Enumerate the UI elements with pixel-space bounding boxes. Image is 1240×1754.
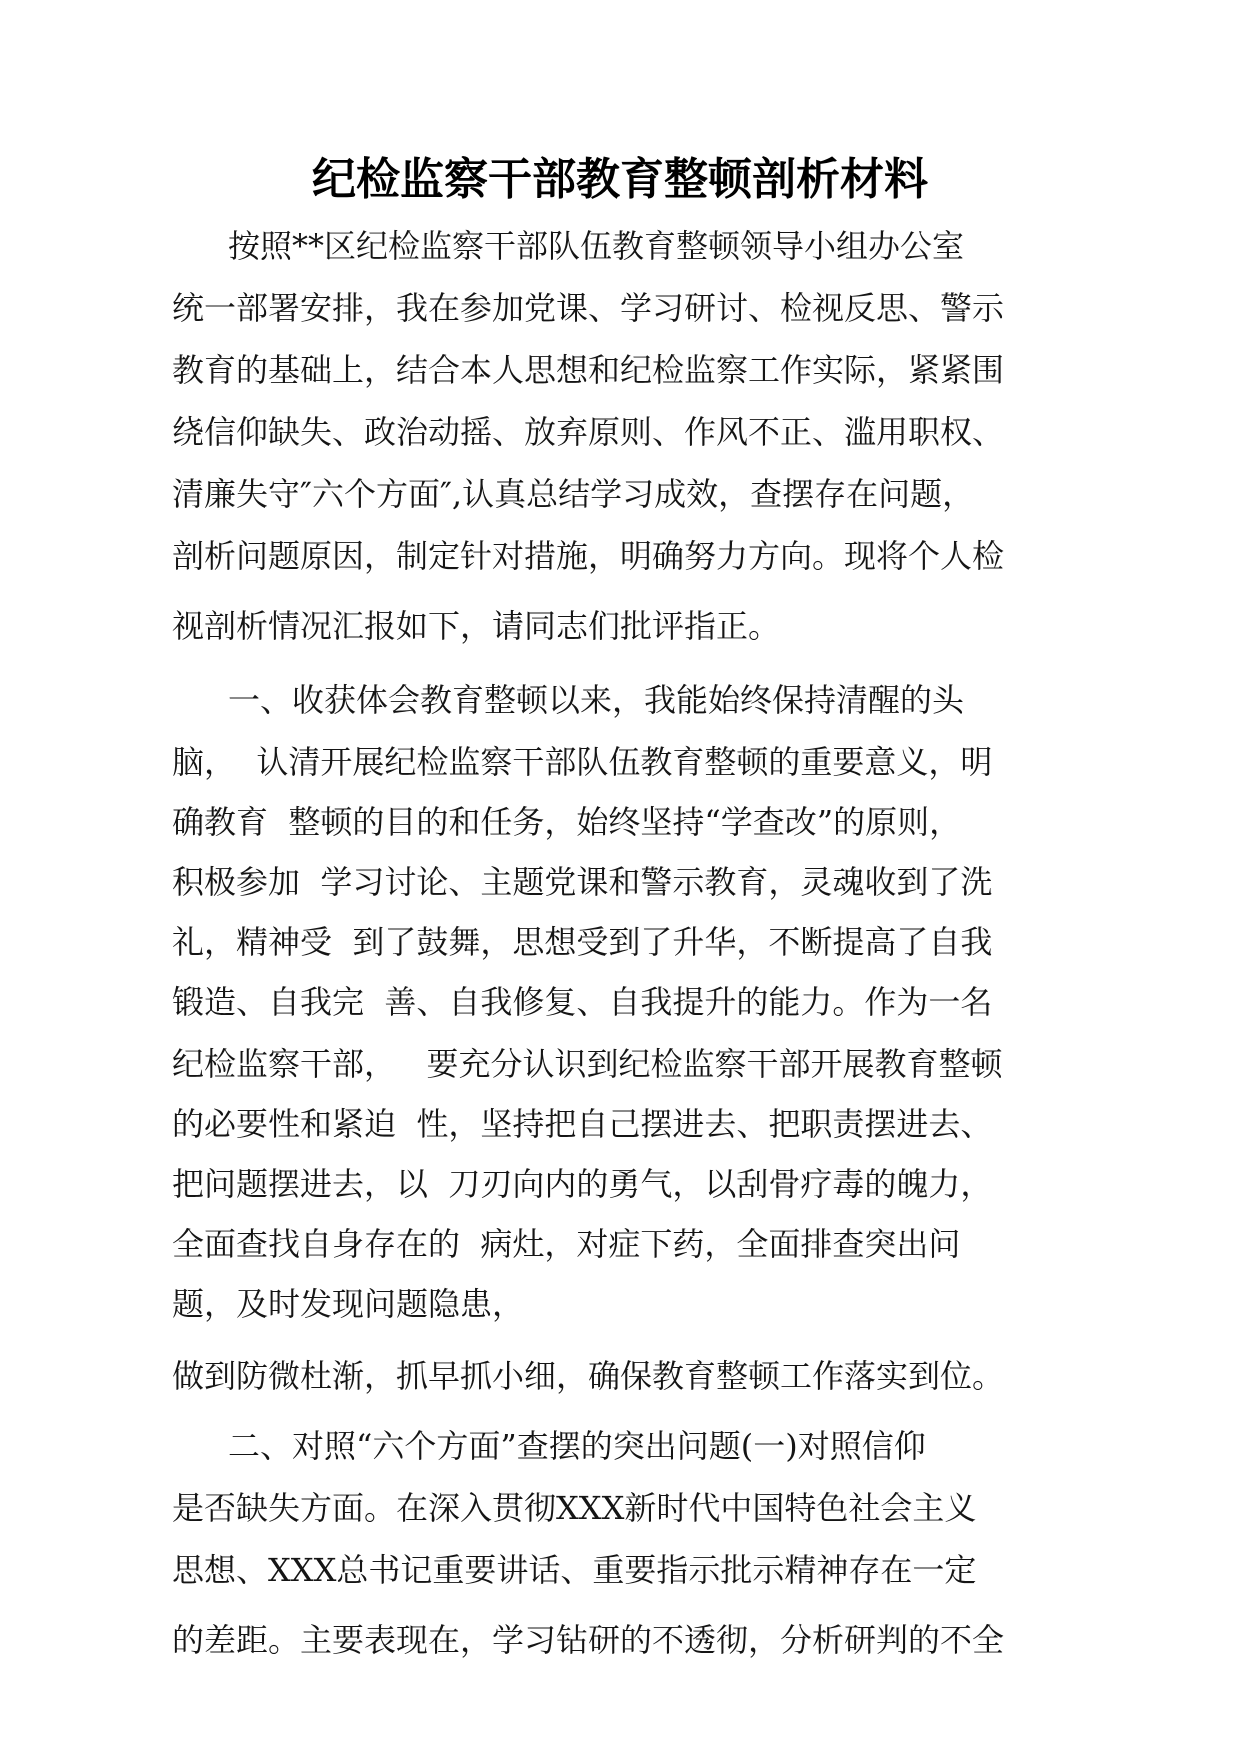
body-line: 按照**区纪检监察干部队伍教育整顿领导小组办公室 <box>228 227 965 265</box>
body-line: 把问题摆进去，以 刀刃向内的勇气，以刮骨疗毒的魄力， <box>172 1165 993 1203</box>
body-line: 锻造、自我完 善、自我修复、自我提升的能力。作为一名 <box>172 983 993 1021</box>
body-line: 清廉失守″六个方面″,认真总结学习成效，查摆存在问题， <box>172 475 975 513</box>
body-line: 的必要性和紧迫 性，坚持把自己摆进去、把职责摆进去、 <box>172 1105 993 1143</box>
body-line: 全面查找自身存在的 病灶，对症下药，全面排查突出问 <box>172 1225 961 1263</box>
body-line: 一、收获体会教育整顿以来，我能始终保持清醒的头 <box>228 681 965 719</box>
body-line: 思想、XXX总书记重要讲话、重要指示批示精神存在一定 <box>172 1551 977 1589</box>
body-line: 脑， 认清开展纪检监察干部队伍教育整顿的重要意义，明 <box>172 743 993 781</box>
body-line: 积极参加 学习讨论、主题党课和警示教育，灵魂收到了洗 <box>172 863 993 901</box>
body-line: 礼，精神受 到了鼓舞，思想受到了升华，不断提高了自我 <box>172 923 993 961</box>
body-line: 是否缺失方面。在深入贯彻XXX新时代中国特色社会主义 <box>172 1489 977 1527</box>
body-line: 视剖析情况汇报如下，请同志们批评指正。 <box>172 607 781 645</box>
body-line: 二、对照“六个方面”查摆的突出问题(一)对照信仰 <box>228 1427 926 1465</box>
body-line: 确教育 整顿的目的和任务，始终坚持“学查改”的原则， <box>172 803 962 841</box>
body-line: 教育的基础上，结合本人思想和纪检监察工作实际，紧紧围 <box>172 351 1005 389</box>
document-title: 纪检监察干部教育整顿剖析材料 <box>312 154 928 205</box>
body-line: 绕信仰缺失、政治动摇、放弃原则、作风不正、滥用职权、 <box>172 413 1005 451</box>
body-line: 题，及时发现问题隐患， <box>172 1285 525 1323</box>
body-line: 剖析问题原因，制定针对措施，明确努力方向。现将个人检 <box>172 537 1005 575</box>
body-line: 统一部署安排，我在参加党课、学习研讨、检视反思、警示 <box>172 289 1005 327</box>
body-line: 的差距。主要表现在，学习钻研的不透彻，分析研判的不全 <box>172 1621 1005 1659</box>
body-line: 纪检监察干部， 要充分认识到纪检监察干部开展教育整顿 <box>172 1045 1003 1083</box>
body-line: 做到防微杜渐，抓早抓小细，确保教育整顿工作落实到位。 <box>172 1357 1005 1395</box>
